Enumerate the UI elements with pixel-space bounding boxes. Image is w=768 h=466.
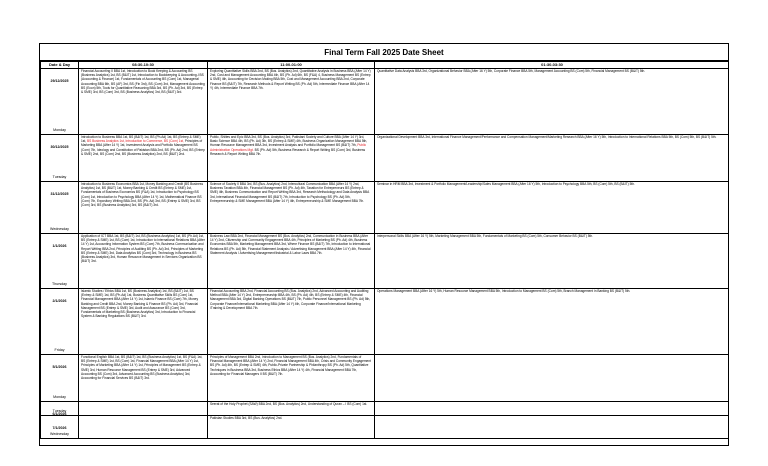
exam-day: Tuesday bbox=[52, 409, 67, 413]
slot-2-text: Principles of Management BBA 2nd, Introduction to Management BS (Bus. Analytics) 2nd, Fundamentals of Financial Management BBA (After 14 Y) 2nd, Financial Management BBA 4th, Crisis and Community Engagement BS (Ph. Ad) 4th, BS (Entrep & SME) 4th, Public-Private Partnership & Philanthropy BS (Ph. Ad) 5th, Quantitative Techniques in Business BBA 3rd, Business Ethics BBA (After 14 Y) 4th, Financial Management BBA 7th, Accounting for Financial Managers II BS (B&IT) 7th. bbox=[210, 355, 371, 376]
slot-1-cell bbox=[79, 69, 208, 135]
slot-1-text-cont: Principles of Marketing BBA (After 14 Y) 1st, Investment Analysis and Portfolio Management BS (Com) 7th, Ideology and Constitution of Pakistan BBA 2nd, BS (Ph. Ad) 2nd, BS (Entrep & SME) 2nd, BS (Com) 2nd, BS (Business Analytics) 2nd, BS (B&IT) 2nd. bbox=[81, 139, 205, 156]
slot-2-text: Public, Shiites and Epic BBA 3rd, BS (Bus. Analytics) 3rd, Pakistani Society and Culture BBA (After 14 Y) 3rd, Basic Science BBA 4th, BS (Ph. Ad) 3th, BS (Entrep & SME) 4th, Business Organization Management BBA 5th, Human Resource Management BBA 3rd, Investment Analysis and Portfolio Management BS (B&IT) 7th, bbox=[210, 135, 368, 148]
exam-date: 6/1/2026 bbox=[52, 412, 67, 416]
slot-1-text: Islamic Studies / Ethics BBA 1st, BS (Business Analytics) 1st, BS (B&IT) 1st, BS (Entrep & SME) 1st, BS (Ph.Ad) 1st, Business Quantitative Skills BS (Com) 1st, Financial Management BBA (After 14 Y) 1st, Islamic Finance BS (Com) 7th, Money Banking and Credit BBA 2nd, Money Banking & Finance BS (Ph. Ad) 3rd, Financial Management BS (Entrep & SME) 3rd, Audit and Assurance BS (Com) 3rd, Fundamentals of Marketing BS (Business Analytics) 3rd, Introduction to Financial System & Banking Regulations BS (B&IT) 3rd. bbox=[81, 289, 199, 319]
slot-1-text: Financial Accounting II BBA 1st, Introduction to Book Keeping & Accounting BS (Business Analytics) 1st, BS (B&IT) 1st, Introduction to Bookkeeping & Accounting-I BS (Accounting & Finance) 1st, Fundamentals of Accounting BS (Com) 1st, Managerial Accounting BBA 6th, BS (AF) 3rd, BS (Fin 3rd), BS (Com) 3rd, Management Accounting BS (Econ) 5th, Tools for Quantitative Reasoning BBA 3rd, BS (Ph. Ad) 3rd, BS (Entrep & SME) 3rd, BS (Com) 3rd, BS (Business Analytics) 3rd, BS (B&IT) 3rd. bbox=[81, 69, 205, 95]
exam-date: 1/1/2026 bbox=[52, 244, 67, 248]
table-row bbox=[41, 402, 730, 416]
table-row bbox=[41, 416, 730, 439]
exam-day: Monday bbox=[53, 128, 66, 132]
slot-3-cell bbox=[375, 69, 730, 135]
slot-1-cell bbox=[79, 416, 208, 439]
date-cell bbox=[41, 416, 79, 439]
slot-1-cell bbox=[79, 234, 208, 289]
exam-date: 2/1/2026 bbox=[52, 299, 67, 303]
exam-day: Thursday bbox=[52, 282, 67, 286]
exam-day: Tuesday bbox=[52, 175, 67, 179]
slot-3-cell bbox=[375, 234, 730, 289]
date-cell bbox=[41, 135, 79, 182]
slot-1-text: Introduction to Business BBA 1st, BS (B&IT) 1st, BS (Ph.Ad) 1st, BS (Entrep & SME) 1st, bbox=[81, 135, 201, 144]
slot-2-cell bbox=[208, 135, 375, 182]
exam-day: Friday bbox=[54, 348, 65, 352]
slot-3-text: Organizational Development BBA 3rd, International Finance Management/Performance and Compensation Management/Marketing Research BBA (After 16 Y) 5th, Introduction to International Relations BBA 5th, BS (Com) 5th, BS (B&IT) 5th. bbox=[377, 135, 717, 139]
date-cell bbox=[41, 69, 79, 135]
slot-3-text: Interpersonal Skills BBA (After 16 Y) 5th, Marketing Management BBA 5th, Fundamentals of Marketing BS (Com) 5th, Consumer Behavior BS (B&IT) 5th. bbox=[377, 234, 594, 238]
table-row bbox=[41, 69, 730, 135]
slot-3-text: Seminar in HRM BBA 3rd, Investment & Portfolio Management/Leadership/Sales Management BBA (After 16 Y) 5th, Introduction to Psychology BBA 5th, BS (Com) 5th, BS (B&IT) 5th. bbox=[377, 182, 635, 186]
header-slot-1: 08:30-10:30 bbox=[79, 62, 208, 69]
slot-2-text: Seerat of the Holy Prophet (SAW) BBA 2nd, BS (Bus. Analytics) 2nd, Understanding of Quran – I BS (Com) 1st. bbox=[210, 402, 368, 406]
slot-2-cell bbox=[208, 416, 375, 439]
slot-2-cell bbox=[208, 402, 375, 416]
exam-date: 5/1/2026 bbox=[52, 365, 67, 369]
slot-2-text-cont: BS (Ph. Ad) 5th, Business Research & Report Writing BS (Com) 3rd, Business Research & Report Writing BBA 7th. bbox=[210, 147, 366, 156]
slot-3-cell bbox=[375, 135, 730, 182]
exam-date: 30/12/2025 bbox=[50, 145, 69, 149]
slot-3-text: Quantitative Data Analysis BBA 3rd, Organizational Behavior BBA (After 16 Y) 5th, Corporate Finance BBA 5th, Management Accounting BS (Com) 5th, Financial Management BS (B&IT) 5th. bbox=[377, 69, 646, 73]
slot-3-cell bbox=[375, 182, 730, 234]
date-cell bbox=[41, 355, 79, 402]
slot-3-cell bbox=[375, 355, 730, 402]
exam-date: 7/1/2026 bbox=[52, 426, 67, 430]
slot-2-highlight: Public Administration Operations Mgt. bbox=[210, 143, 367, 152]
header-date-day: Date & Day bbox=[41, 62, 79, 69]
table-row bbox=[41, 355, 730, 402]
date-cell bbox=[41, 182, 79, 234]
slot-1-cell bbox=[79, 182, 208, 234]
slot-2-text: Business Law BBA 2nd, Financial Management BS (Bus. Analytics) 2nd, Communication in Business BBA (After 14 Y) 2nd, Citizenship and Community Engagement BBA 4th, Principles of Marketing BS (Ph. Ad) 4th, Business Economics BBA 5th, Marketing Management BBA 3rd, Where Finance BS (B&IT) 7th, Introduction to International Relations BS (Ph. Ad) 5th, Financial Statement Analysis / Advertising Management BBA (After 14 Y) 4th, Financial Statement Analysis / Advertising Management/Industrial & Labor Laws BBA 7th. bbox=[210, 234, 371, 255]
slot-2-text: Pakistan Studies BBA 3rd, BS (Bus. Analytics) 2nd. bbox=[210, 416, 283, 420]
sheet-title: Final Term Fall 2025 Date Sheet bbox=[40, 46, 728, 61]
slot-1-highlight: BS Business Analytics 1st, Introduction to Commerce, BS (Com) 1st, bbox=[87, 139, 184, 144]
slot-1-cell bbox=[79, 135, 208, 182]
slot-1-cell bbox=[79, 355, 208, 402]
header-slot-2: 11:00-01:00 bbox=[208, 62, 375, 69]
slot-2-text: Science of Society II BBA 3rd, BS (Bus. Analytics) 2nd, Intercultural Communication BBA (After 14 Y) 2nd, Business Taxation BBA 4th, Financial Management BS (Ph. Ad) 4th, Taxation for Entrepreneurs BS (Entrep & SME) 4th, Business Communication and Report Writing BBA 3rd, Research Methodology and Data Analysis BBA 3rd, International Financial Management BS (B&IT) 7th, Introduction to Psychology BS (Ph. Ad) 5th, Entrepreneurship & SME Management BBA (After 14 Y) 4th, Entrepreneurship & SME Management BBA 7th. bbox=[210, 182, 370, 203]
slot-3-text: Operations Management BBA (After 16 Y) 5th, Human Resource Management BBA 5th, Introduction to Management BS (Com) 5th, Branch Management in Banking BS (B&IT) 5th. bbox=[377, 289, 631, 293]
exam-day: Monday bbox=[53, 395, 66, 399]
slot-3-cell bbox=[375, 289, 730, 355]
header-slot-3: 01:30-03:30 bbox=[375, 62, 730, 69]
exam-day: Wednesday bbox=[50, 227, 69, 231]
slot-1-cell bbox=[79, 402, 208, 416]
slot-2-cell bbox=[208, 182, 375, 234]
slot-1-cell bbox=[79, 289, 208, 355]
table-row bbox=[41, 182, 730, 234]
exam-date: 29/12/2025 bbox=[50, 79, 69, 83]
exam-day: Wednesday bbox=[50, 432, 69, 436]
slot-3-cell bbox=[375, 416, 730, 439]
slot-2-cell bbox=[208, 69, 375, 135]
slot-1-text: Application of ICT BBA 1st, BS (B&IT) 1st, BS (Business Analytics) 1st, BS (Ph.Ad) 1st, BS (Entrep & SME) 1st, BS (Com) 1st, Introduction to International Relations BBA (After 14 Y) 1st, Accounting Information System BS (Com) 7th, Business Communication and Report Writing BBA 2nd, Principles of Auditing BS (Ph. Ad) 3rd, Principles of Marketing BS (Entrep & SME) 3rd, Data Analytics BS (Com) 3rd, Technology in Business BS (Business Analytics) 3rd, Human Resource Management in Services Organization BS (B&IT) 3rd. bbox=[81, 234, 205, 264]
slot-2-text: Financial Accounting BBA 2nd, Financial Accounting BS (Bus. Analytics) 2nd, Advanced Accounting and Auditing Method BBA (After 14 Y) 2nd, Entrepreneurship BBA 4th, BS (Ph. Ad) 4th, BS (Entrep & SME) 4th, Financial Management BBA 3rd, Digital Banking Operations BS (B&IT) 7th, Public Personnel Management BS (Ph. Ad) 5th, Corporate Finance/International Marketing BBA (After 14 Y) 4th, Corporate Finance/International Marketing /Training & Development BBA 7th. bbox=[210, 289, 371, 310]
table-row bbox=[41, 135, 730, 182]
slot-1-text: Introduction to Business Economics BBA 1st, Money Banking and Credit (BS Business Analytics) 1st, BS (B&IT) 1st, Money Banking & Credit BS (Entrep & SME) 1st, Fundamentals of Business Economics BS (F&A) 1st, Introduction to Psychology BS (Com) 1st, Introduction to Psychology BBA (After 14 Y) 1st, Mathematical Finance BS (Com) 7th, Expository Writing BBA 2nd, BS (Ph. Ad) 3rd, BS (Entrep & SME) 3rd, BS (Com) 3rd, BS (Business Analytics) 3rd, BS (B&IT) 3rd. bbox=[81, 182, 204, 208]
slot-1-text: Functional English BBA 1st, BS (B&IT) 1st, BS (Business Analytics) 1st, BS (F&A) 1st, BS (Entrep & SME) 1st, BS (Com) 1st, Financial Management BBA (After 14 Y) 1st, Principles of Marketing BBA (After 14 Y) 1st, Principles of Management BS (Entrep & SME) 3rd, Human Resource Management BS (Entrep & SME) 3rd, Advanced Accounting BS (Com) 3rd, Advanced Accounting BS (Business Analytics) 3rd, Accounting for Financial Services BS (B&IT) 3rd. bbox=[81, 355, 203, 381]
slot-2-text: Exploring Quantitative Skills BBA 2nd, BS (Bus. Analytics) 2nd, Quantitative Analysis in Business BBA (After 14 Y) 2nd, Cost and Management Accounting BBA 4th, BS (Ph. Ad) 6th, BS (F&A) 4, Business Management BS (Entrep & SME) 4th, Accounting for Decision Making BBA 5th, Cost and Management Accounting BBA 2nd, Corporate Finance BS (B&IT) 7th, Research Methods & Report Writing BS (Ph. Ad) 5th, Intermediate Finance BBA (After 14 Y) 4th, Intermediate Finance BBA 7th. bbox=[210, 69, 371, 90]
slot-3-cell bbox=[375, 402, 730, 416]
schedule-table bbox=[40, 61, 729, 439]
exam-date: 31/12/2025 bbox=[50, 192, 69, 196]
date-cell bbox=[41, 234, 79, 289]
slot-2-cell bbox=[208, 234, 375, 289]
slot-2-cell bbox=[208, 355, 375, 402]
date-cell bbox=[41, 289, 79, 355]
table-row bbox=[41, 234, 730, 289]
date-cell bbox=[41, 402, 79, 416]
date-sheet bbox=[39, 43, 729, 446]
table-row bbox=[41, 289, 730, 355]
slot-2-cell bbox=[208, 289, 375, 355]
